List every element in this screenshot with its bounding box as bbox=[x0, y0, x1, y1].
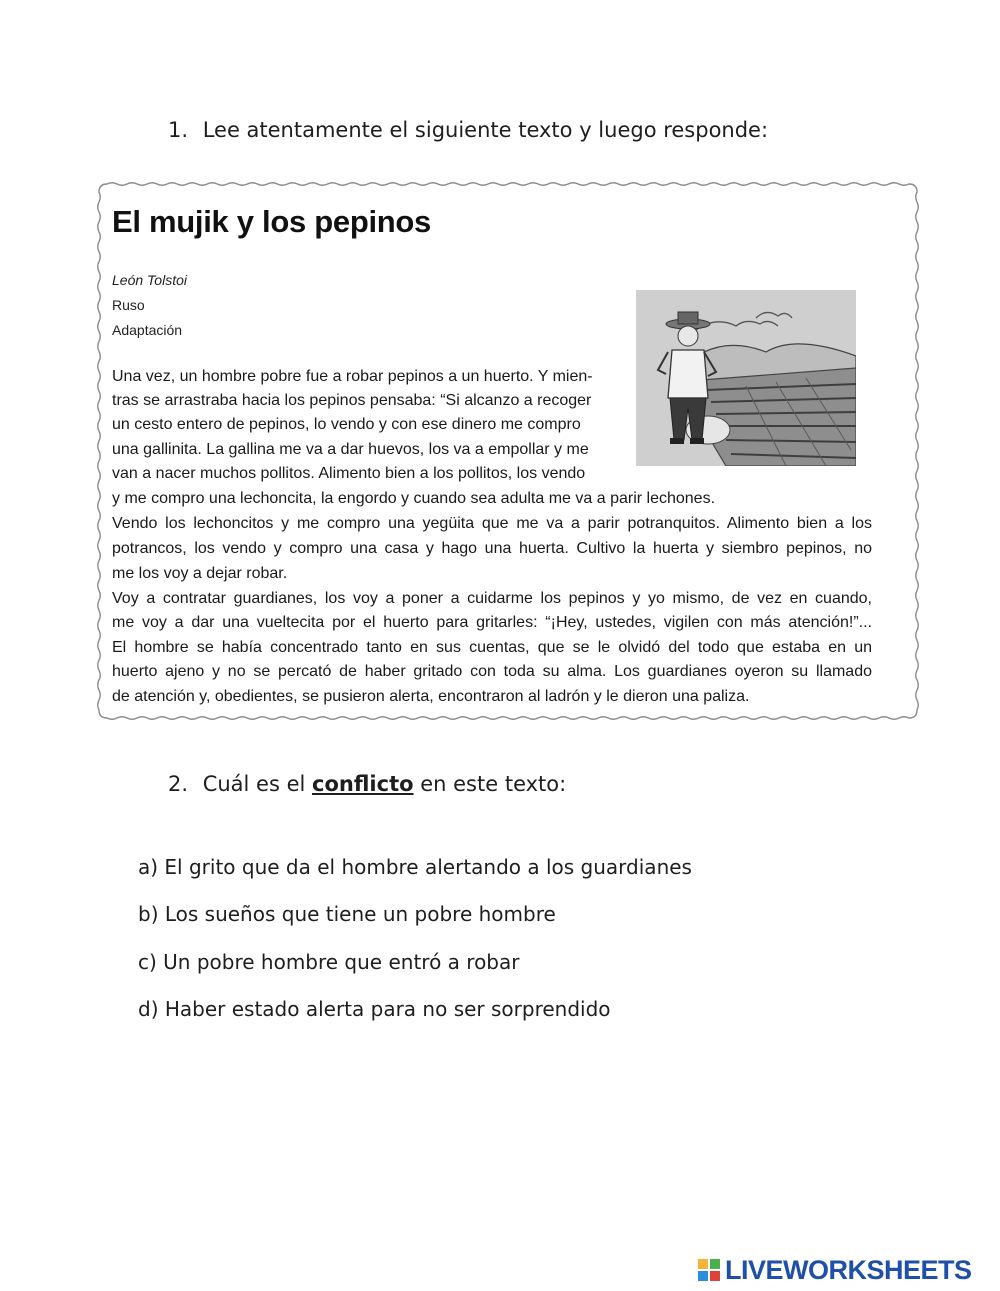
story-line: huerto ajeno y no se percató de haber gritado con toda su alma. Los guardianes oyeron su llamado bbox=[112, 663, 872, 680]
answer-option-d[interactable]: d) Haber estado alerta para no ser sorprendido bbox=[138, 997, 611, 1021]
story-line: me los voy a dejar robar. bbox=[112, 565, 288, 582]
question-1-text: Lee atentamente el siguiente texto y luego responde: bbox=[202, 118, 769, 142]
story-line: de atención y, obedientes, se pusieron alerta, encontraron al ladrón y le dieron una paliza. bbox=[112, 688, 750, 705]
story-line: potrancos, los vendo y compro una casa y hago una huerta. Cultivo la huerta y siembro pepinos, no bbox=[112, 540, 872, 557]
head-shape bbox=[678, 326, 698, 346]
liveworksheets-brand[interactable] bbox=[697, 1254, 972, 1286]
shirt-shape bbox=[668, 350, 708, 398]
liveworksheets-logo-icon bbox=[697, 1258, 721, 1282]
story-title: El mujik y los pepinos bbox=[112, 204, 431, 239]
story-line: Voy a contratar guardianes, los voy a poner a cuidarme los pepinos y yo mismo, de vez en cuando, bbox=[112, 590, 872, 607]
story-line: tras se arrastraba hacia los pepinos pensaba: “Si alcanzo a recoger bbox=[112, 392, 592, 409]
question-2-number: 2. bbox=[168, 772, 189, 796]
answer-option-a[interactable]: a) El grito que da el hombre alertando a los guardianes bbox=[138, 855, 692, 879]
story-line: Una vez, un hombre pobre fue a robar pepinos a un huerto. Y mien- bbox=[112, 368, 593, 385]
story-line: van a nacer muchos pollitos. Alimento bien a los pollitos, los vendo bbox=[112, 465, 586, 482]
story-line: un cesto entero de pepinos, lo vendo y con ese dinero me compro bbox=[112, 416, 581, 433]
answer-option-b[interactable]: b) Los sueños que tiene un pobre hombre bbox=[138, 902, 556, 926]
hat-crown bbox=[678, 312, 698, 324]
story-adaptation: Adaptación bbox=[112, 322, 183, 338]
story-author: León Tolstoi bbox=[112, 272, 187, 288]
answer-option-c[interactable]: c) Un pobre hombre que entró a robar bbox=[138, 950, 520, 974]
farmer-illustration bbox=[636, 290, 856, 466]
question-1-number: 1. bbox=[168, 118, 189, 142]
story-line: me voy a dar una vueltecita por el huerto para gritarles: “¡Hey, ustedes, vigilen con más atención!”... bbox=[112, 614, 872, 631]
question-1 bbox=[168, 118, 768, 142]
question-2-prefix: Cuál es el bbox=[202, 772, 306, 796]
question-2 bbox=[168, 772, 566, 796]
boot-right bbox=[690, 438, 704, 444]
boot-left bbox=[670, 438, 684, 444]
story-line: y me compro una lechoncita, la engordo y cuando sea adulta me va a parir lechones. bbox=[112, 490, 716, 507]
story-line: Vendo los lechoncitos y me compro una yegüita que me va a parir potranquitos. Alimento bien a los bbox=[112, 515, 872, 532]
question-2-keyword: conflicto bbox=[312, 772, 414, 796]
story-line: una gallinita. La gallina me va a dar huevos, los va a empollar y me bbox=[112, 441, 589, 458]
story-origin: Ruso bbox=[112, 297, 145, 313]
brand-name: LIVEWORKSHEETS bbox=[725, 1254, 972, 1285]
story-line: El hombre se había concentrado tanto en sus cuentas, que se le olvidó del todo que estaba en un bbox=[112, 639, 872, 656]
question-2-suffix: en este texto: bbox=[420, 772, 567, 796]
